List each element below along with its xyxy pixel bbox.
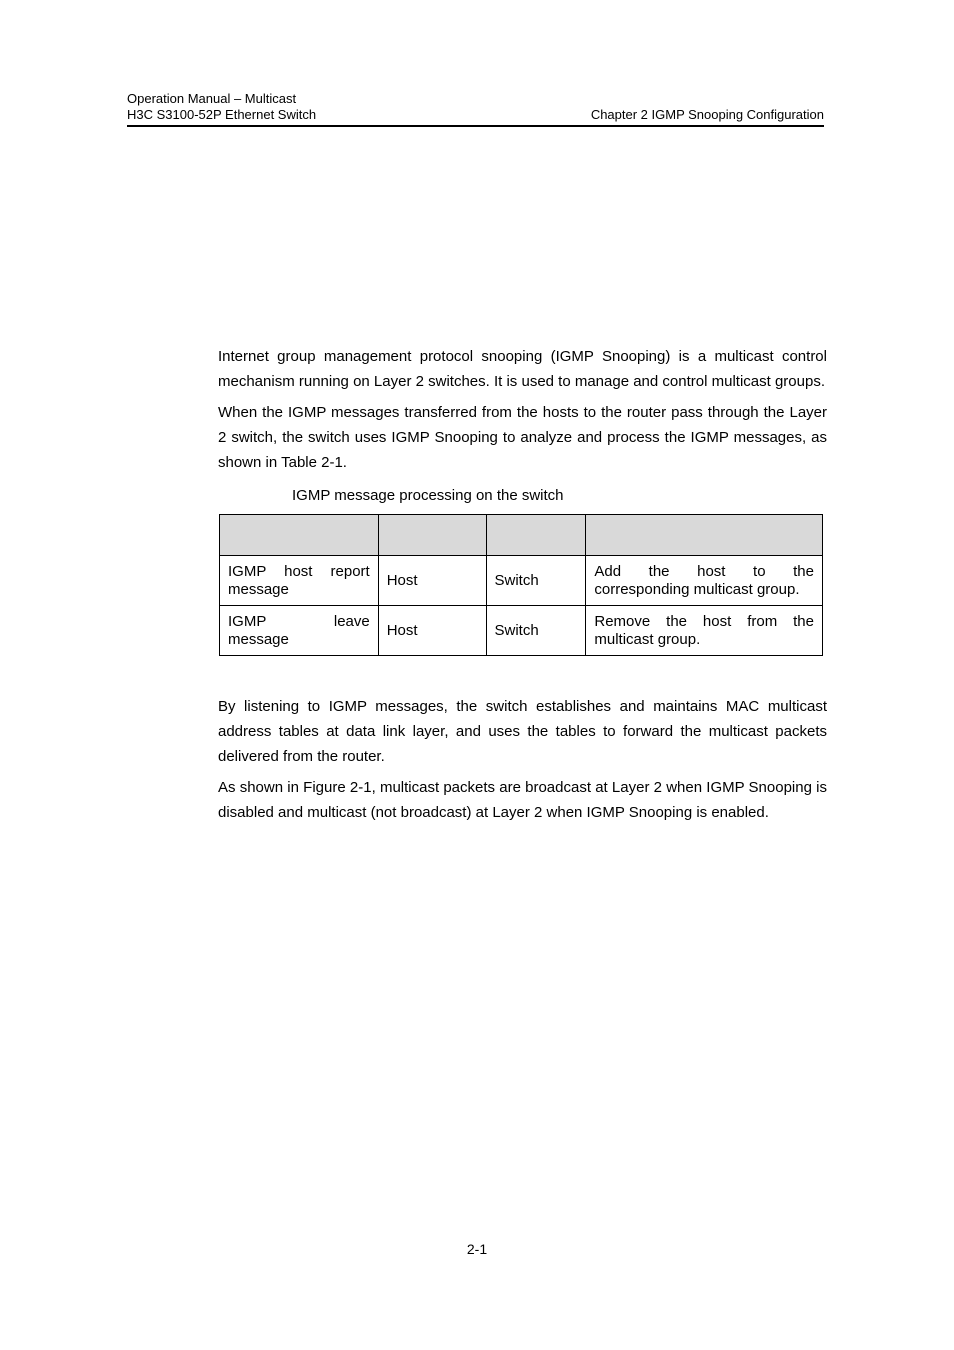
table-row [220, 556, 823, 606]
main-content [218, 344, 827, 831]
table-header-cell [378, 515, 486, 556]
igmp-message-table [219, 514, 823, 656]
section-spacer [218, 656, 827, 694]
paragraph-intro: Internet group management protocol snooping (IGMP Snooping) is a multicast control mechanism running on Layer 2 switches. It is used to manage and control multicast groups. [218, 348, 827, 390]
table-header-row [220, 515, 823, 556]
message-cell: IGMP host report message [220, 556, 379, 606]
table-header-cell [220, 515, 379, 556]
manual-title: Operation Manual – Multicast [127, 91, 297, 106]
sender-cell: Host [378, 556, 486, 606]
action-cell: Add the host to the corresponding multicast group. [586, 556, 823, 606]
page-header [127, 90, 824, 127]
sender-cell: Host [378, 606, 486, 656]
page-number: 2-1 [466, 1241, 488, 1257]
table-header-cell [486, 515, 586, 556]
paragraph-figure-reference: As shown in Figure 2-1, multicast packets are broadcast at Layer 2 when IGMP Snooping is disabled and multicast (not broadcast) at Layer 2 when IGMP Snooping is enabled. [218, 779, 827, 821]
receiver-cell: Switch [486, 556, 586, 606]
header-left [127, 91, 316, 123]
product-name: H3C S3100-52P Ethernet Switch [127, 107, 317, 122]
message-cell: IGMP leave message [220, 606, 379, 656]
paragraph-processing: When the IGMP messages transferred from the hosts to the router pass through the Layer 2 switch, the switch uses IGMP Snooping to analyze and process the IGMP messages, as shown in Table 2-1. [218, 404, 827, 471]
receiver-cell: Switch [486, 606, 586, 656]
table-caption: IGMP message processing on the switch [292, 487, 564, 504]
table-row [220, 606, 823, 656]
action-cell: Remove the host from the multicast group. [586, 606, 823, 656]
chapter-title: Chapter 2 IGMP Snooping Configuration [590, 107, 824, 122]
table-header-cell [586, 515, 823, 556]
paragraph-listening: By listening to IGMP messages, the switch establishes and maintains MAC multicast address tables at data link layer, and uses the tables to forward the multicast packets delivered from the router. [218, 698, 827, 765]
